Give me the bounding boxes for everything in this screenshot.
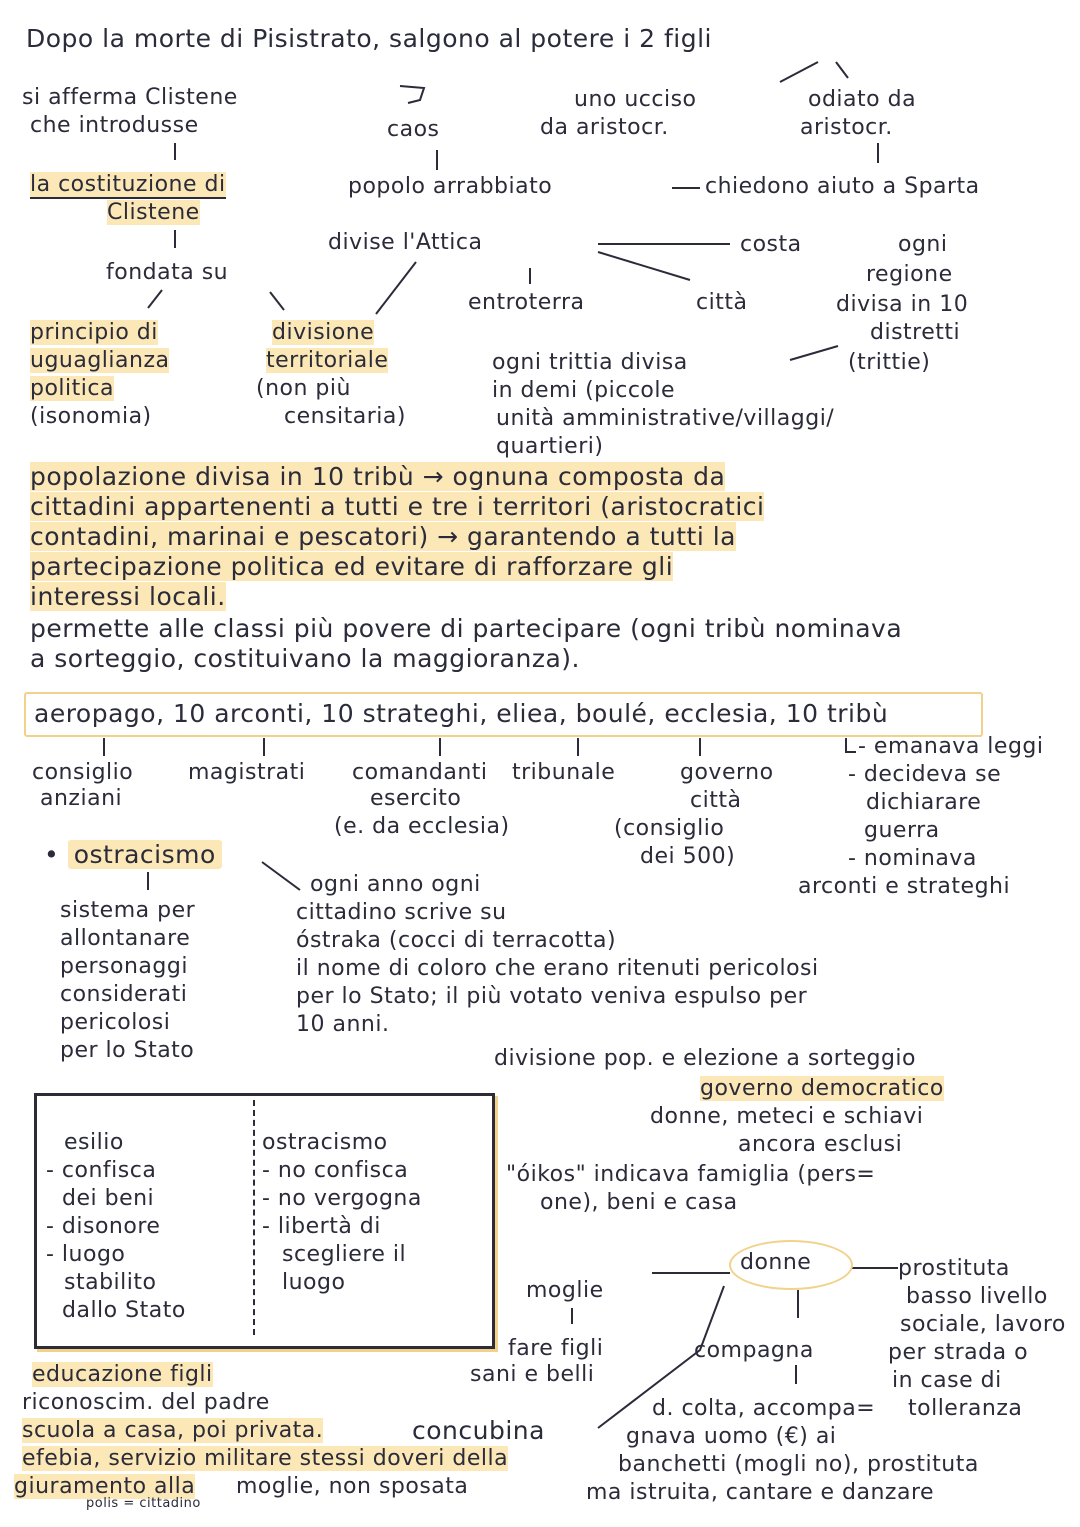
clistene-highlight: Clistene (107, 200, 200, 225)
ostracismo-title: ostracismo (262, 1130, 388, 1155)
divisione: divisione (272, 320, 375, 345)
basso-livello: basso livello (906, 1284, 1048, 1309)
esilio-title: esilio (64, 1130, 124, 1155)
la-costituzione-di: la costituzione di (30, 172, 226, 197)
caos: caos (387, 117, 440, 142)
e-da-ecclesia: (e. da ecclesia) (334, 814, 510, 839)
arrow-fondata-left (148, 290, 162, 308)
fare-figli: fare figli (508, 1336, 604, 1361)
magistrati: magistrati (188, 760, 306, 785)
intro-line: Dopo la morte di Pisistrato, salgono al potere i 2 figli (26, 24, 712, 53)
principio-di: principio di (30, 320, 158, 345)
aristocr-2: aristocr. (800, 115, 893, 140)
ostracismo-item-4: scegliere il (282, 1242, 407, 1267)
sistema-line-3: personaggi (60, 954, 188, 979)
da-aristocr: da aristocr. (540, 115, 669, 140)
uguaglianza: uguaglianza (30, 348, 170, 373)
emanava-leggi: - emanava leggi (858, 734, 1044, 759)
comparison-divider (253, 1100, 255, 1335)
compagna: compagna (694, 1338, 814, 1363)
esilio-item-1: - confisca (46, 1158, 157, 1183)
costa: costa (740, 232, 802, 257)
esilio-item-6: dallo Stato (62, 1298, 186, 1323)
isonomia: (isonomia) (30, 404, 152, 429)
banchetti: banchetti (mogli no), prostituta (618, 1452, 979, 1477)
comandanti: comandanti (352, 760, 488, 785)
distretti: distretti (870, 320, 961, 345)
popolazione-line-3: contadini, marinai e pescatori) → garantendo a tutti la (30, 522, 736, 551)
ogni: ogni (898, 232, 948, 257)
arrow-figli-left (780, 62, 818, 82)
guerra: guerra (864, 818, 940, 843)
ogni-anno-line-5: per lo Stato; il più votato veniva espulso per (296, 984, 808, 1009)
quartieri: quartieri) (496, 434, 604, 459)
esilio-item-4: - luogo (46, 1242, 126, 1267)
dei-500: dei 500) (640, 844, 736, 869)
nominava: - nominava (848, 846, 977, 871)
giuramento: giuramento alla (14, 1474, 196, 1499)
uno-ucciso: uno ucciso (574, 87, 697, 112)
popolazione-line-1: popolazione divisa in 10 tribù → ognuna composta da (30, 462, 726, 491)
anziani: anziani (40, 786, 123, 811)
concubina: concubina (412, 1416, 545, 1445)
ostracismo-item-3: - libertà di (262, 1214, 381, 1239)
sociale-lavoro: sociale, lavoro (900, 1312, 1066, 1337)
arrow-ostracismo-right (262, 862, 300, 890)
popolazione-line-2: cittadini appartenenti a tutti e tre i territori (aristocratici (30, 492, 765, 521)
arrow-fondata-right (270, 292, 284, 310)
regione: regione (866, 262, 953, 287)
consiglio-2: (consiglio (614, 816, 725, 841)
istruita: ma istruita, cantare e danzare (586, 1480, 935, 1505)
riconoscimento: riconoscim. del padre (22, 1390, 270, 1415)
moglie: moglie (526, 1278, 604, 1303)
sani-e-belli: sani e belli (470, 1362, 595, 1387)
censitaria: censitaria) (284, 404, 406, 429)
sistema-line-1: sistema per (60, 898, 196, 923)
efebia: efebia, servizio militare stessi doveri della (22, 1446, 509, 1471)
che-introdusse: che introdusse (30, 113, 199, 138)
governo: governo (680, 760, 774, 785)
arrow-caos (400, 86, 424, 103)
decideva-se: - decideva se (848, 762, 1002, 787)
esilio-item-2: dei beni (62, 1186, 155, 1211)
ostracismo-heading: • ostracismo (44, 840, 222, 869)
donne-meteci: donne, meteci e schiavi (650, 1104, 924, 1129)
oikos-line-1: "óikos" indicava famiglia (pers= (506, 1162, 876, 1187)
oikos-line-2: one), beni e casa (540, 1190, 738, 1215)
esilio-item-5: stabilito (64, 1270, 157, 1295)
divisione-pop: divisione pop. e elezione a sorteggio (494, 1046, 916, 1071)
ogni-anno-line-4: il nome di coloro che erano ritenuti pericolosi (296, 956, 819, 981)
tribunale: tribunale (512, 760, 616, 785)
moglie-non-sposata: moglie, non sposata (236, 1474, 469, 1499)
ogni-anno-line-2: cittadino scrive su (296, 900, 507, 925)
popolo-arrabbiato: popolo arrabbiato (348, 174, 553, 199)
ostracismo-item-5: luogo (282, 1270, 346, 1295)
permette-line-2: a sorteggio, costituivano la maggioranza). (30, 644, 580, 673)
entroterra: entroterra (468, 290, 585, 315)
in-demi: in demi (piccole (492, 378, 676, 403)
prostituta: prostituta (898, 1256, 1010, 1281)
sistema-line-2: allontanare (60, 926, 191, 951)
in-case-di: in case di (892, 1368, 1002, 1393)
odiato-da: odiato da (808, 87, 917, 112)
accompagnava: gnava uomo (€) ai (626, 1424, 837, 1449)
citta: città (696, 290, 748, 315)
ogni-anno-line-3: óstraka (cocci di terracotta) (296, 928, 617, 953)
per-strada: per strada o (888, 1340, 1029, 1365)
clistene-affermato: si afferma Clistene (22, 85, 238, 110)
dichiarare: dichiarare (866, 790, 982, 815)
territoriale: territoriale (266, 348, 389, 373)
ogni-anno-line-6: 10 anni. (296, 1012, 390, 1037)
fondata-su: fondata su (106, 260, 229, 285)
arrow-trittia-distretti (790, 346, 838, 360)
esilio-item-3: - disonore (46, 1214, 161, 1239)
arconti-strateghi: arconti e strateghi (798, 874, 1011, 899)
consiglio: consiglio (32, 760, 134, 785)
istituzioni-list: aeropago, 10 arconti, 10 strateghi, eliea, boulé, ecclesia, 10 tribù (34, 699, 889, 728)
governo-democratico: governo democratico (700, 1076, 944, 1101)
ostracismo-item-1: - no confisca (262, 1158, 409, 1183)
politica: politica (30, 376, 114, 401)
citta-2: città (690, 788, 742, 813)
trittie: (trittie) (848, 350, 931, 375)
tolleranza: tolleranza (908, 1396, 1023, 1421)
scuola: scuola a casa, poi privata. (22, 1418, 324, 1443)
polis-cittadino: polis = cittadino (86, 1496, 201, 1511)
ostracismo-item-2: - no vergogna (262, 1186, 422, 1211)
arrow-divisione-attica (376, 262, 416, 314)
ancora-esclusi: ancora esclusi (738, 1132, 903, 1157)
esercito: esercito (370, 786, 462, 811)
divise-attica: divise l'Attica (328, 230, 483, 255)
divisa-in-10: divisa in 10 (836, 292, 969, 317)
donna-colta: d. colta, accompa= (652, 1396, 876, 1421)
chiedono-aiuto: chiedono aiuto a Sparta (705, 174, 980, 199)
educazione-figli: educazione figli (32, 1362, 213, 1387)
arrow-figli-right (836, 62, 848, 78)
ogni-anno-line-1: ogni anno ogni (310, 872, 481, 897)
unita-amministrative: unità amministrative/villaggi/ (496, 406, 835, 431)
popolazione-line-5: interessi locali. (30, 582, 226, 611)
donne: donne (740, 1250, 812, 1275)
popolazione-line-4: partecipazione politica ed evitare di rafforzare gli (30, 552, 674, 581)
arrow-attica-citta (598, 252, 690, 280)
non-piu: (non più (256, 376, 351, 401)
permette-line-1: permette alle classi più povere di partecipare (ogni tribù nominava (30, 614, 903, 643)
ogni-trittia: ogni trittia divisa (492, 350, 688, 375)
sistema-line-6: per lo Stato (60, 1038, 195, 1063)
sistema-line-4: considerati (60, 982, 188, 1007)
arrow-ist-6 (846, 738, 856, 752)
sistema-line-5: pericolosi (60, 1010, 171, 1035)
